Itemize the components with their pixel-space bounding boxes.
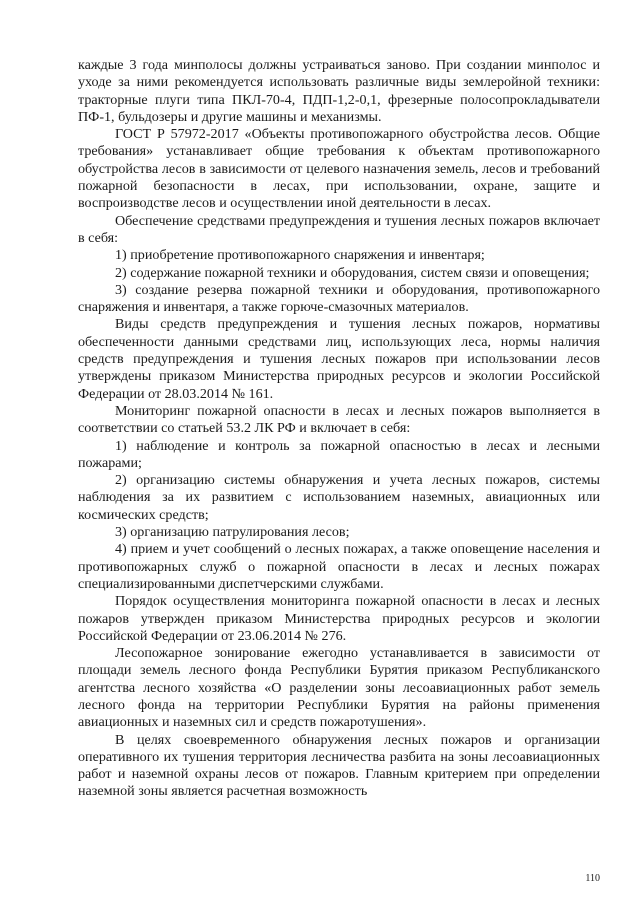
paragraph-means-norms: Виды средств предупреждения и тушения лесных пожаров, нормативы обеспеченности данными средствами лиц, использующих леса, нормы наличия средств предупреждения и тушения лесных пожаров при использовании лесов утверждены приказом Министерства природных ресурсов и экологии Российской Федерации от 28.03.2014 № 161. [78,316,600,402]
list-item-maintenance: 2) содержание пожарной техники и оборудования, систем связи и оповещения; [115,264,590,281]
list-item-equipment: 1) приобретение противопожарного снаряжения и инвентаря; [115,247,485,264]
document-body [78,57,600,801]
paragraph-monitoring-order: Порядок осуществления мониторинга пожарной опасности в лесах и лесных пожаров утвержден приказом Министерства природных ресурсов и экологии Российской Федерации от 23.06.2014 № 276. [78,593,600,644]
paragraph-zoning: Лесопожарное зонирование ежегодно устанавливается в зависимости от площади земель лесного фонда Республики Бурятия приказом Республиканского агентства лесного хозяйства «О разделении зоны лесоавиационных работ земель лесного фонда на территории Республики Бурятия на районы применения авиационных и наземных сил и средств пожаротушения». [78,645,600,731]
list-item-patrolling: 3) организацию патрулирования лесов; [115,524,350,541]
paragraph-monitoring-intro: Мониторинг пожарной опасности в лесах и лесных пожаров выполняется в соответствии со статьей 53.2 ЛК РФ и включает в себя: [78,402,600,437]
paragraph-gost: ГОСТ Р 57972-2017 «Объекты противопожарного обустройства лесов. Общие требования» устанавливает общие требования к объектам противопожарного обустройства лесов в зависимости от целевого назначения земель, лесов и требований пожарной безопасности в лесах, при использовании, охране, защите и воспроизводстве лесов и осуществлении иной деятельности в лесах. [78,126,600,212]
list-item-detection-system: 2) организацию системы обнаружения и учета лесных пожаров, системы наблюдения за их развитием с использованием наземных, авиационных или космических средств; [78,472,600,523]
paragraph-zones-detection: В целях своевременного обнаружения лесных пожаров и организации оперативного их тушения территория лесничества разбита на зоны лесоавиационных работ и наземной охраны лесов от пожаров. Главным критерием при определении наземной зоны является расчетная возможность [78,731,600,800]
list-item-reports: 4) прием и учет сообщений о лесных пожарах, а также оповещение населения и противопожарных служб о пожарной опасности в лесах и лесных пожарах специализированными диспетчерскими службами. [78,541,600,592]
page-number: 110 [585,873,600,884]
paragraph-minpolosy-continued: каждые 3 года минполосы должны устраиваться заново. При создании минполос и уходе за ними рекомендуется использовать различные виды землеройной техники: тракторные плуги типа ПКЛ-70-4, ПДП-1,2-0,1, фрезерные полосопрокладыватели ПФ-1, бульдозеры и другие машины и механизмы. [78,57,600,125]
list-item-observation: 1) наблюдение и контроль за пожарной опасностью в лесах и лесными пожарами; [78,437,600,471]
paragraph-fire-means-intro: Обеспечение средствами предупреждения и тушения лесных пожаров включает в себя: [78,212,600,246]
list-item-reserve: 3) создание резерва пожарной техники и оборудования, противопожарного снаряжения и инвентаря, а также горюче-смазочных материалов. [78,281,600,316]
